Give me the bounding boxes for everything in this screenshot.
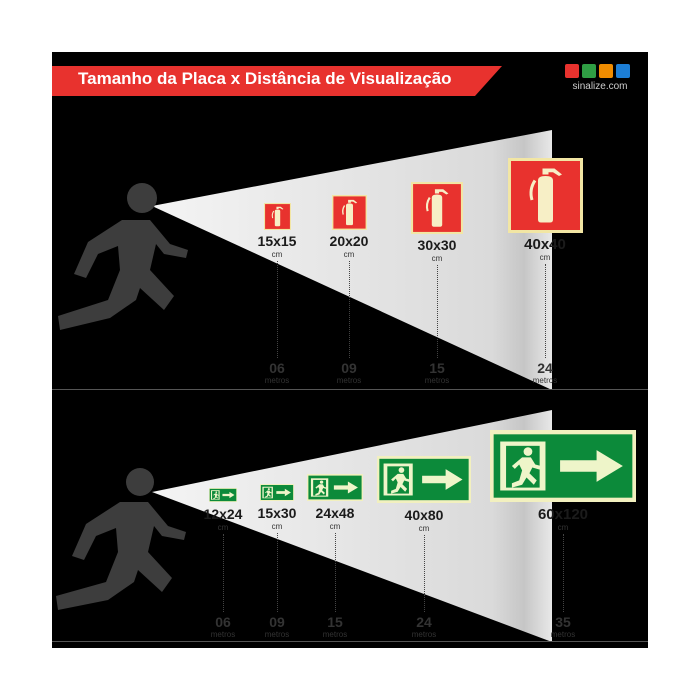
sign-size-unit: cm	[271, 250, 283, 259]
baseline	[52, 389, 648, 390]
exit-panel	[52, 402, 648, 642]
distance-unit: metros	[550, 630, 576, 639]
distance-unit: metros	[411, 630, 437, 639]
fire-icon	[565, 64, 579, 78]
sign-size-unit: cm	[557, 523, 569, 532]
distance-guide-line	[563, 534, 564, 612]
fire-panel	[52, 120, 648, 390]
distance-guide-line	[545, 264, 546, 358]
distance-unit: metros	[322, 630, 348, 639]
sign-size-label: 60x120	[537, 506, 589, 523]
sign-size-unit: cm	[329, 522, 341, 531]
distance-guide-line	[424, 535, 425, 612]
exit-icon	[582, 64, 596, 78]
warning-icon	[599, 64, 613, 78]
distance-label: 09	[341, 360, 357, 376]
sign-size-label: 40x80	[404, 507, 444, 523]
sign-size-label: 24x48	[315, 505, 355, 521]
sign-size-label: 12x24	[203, 506, 243, 522]
sign-size-unit: cm	[217, 523, 229, 532]
brand-logo	[557, 64, 643, 98]
distance-guide-line	[437, 265, 438, 358]
distance-label: 24	[416, 614, 432, 630]
distance-guide-line	[349, 261, 350, 358]
distance-guide-line	[277, 533, 278, 612]
distance-label: 09	[269, 614, 285, 630]
distance-label: 15	[327, 614, 343, 630]
baseline	[52, 641, 648, 642]
distance-unit: metros	[424, 376, 450, 385]
distance-guide-line	[335, 533, 336, 612]
distance-unit: metros	[264, 630, 290, 639]
distance-unit: metros	[336, 376, 362, 385]
distance-unit: metros	[264, 376, 290, 385]
sign-size-label: 15x15	[257, 233, 297, 249]
distance-label: 06	[215, 614, 231, 630]
distance-unit: metros	[532, 376, 558, 385]
sign-size-unit: cm	[271, 522, 283, 531]
sign-size-label: 30x30	[417, 237, 457, 253]
mandatory-icon	[616, 64, 630, 78]
sign-size-label: 40x40	[524, 236, 566, 253]
sign-size-unit: cm	[418, 524, 430, 533]
sign-size-label: 20x20	[329, 233, 369, 249]
distance-label: 24	[537, 360, 553, 376]
logo-text: sinalize.com	[572, 81, 628, 92]
distance-guide-line	[277, 261, 278, 358]
sign-size-label: 15x30	[257, 505, 297, 521]
infographic-frame	[52, 52, 648, 648]
distance-label: 06	[269, 360, 285, 376]
sign-size-unit: cm	[431, 254, 443, 263]
sign-size-unit: cm	[539, 253, 551, 262]
distance-guide-line	[223, 534, 224, 612]
distance-label: 35	[555, 614, 571, 630]
distance-label: 15	[429, 360, 445, 376]
distance-unit: metros	[210, 630, 236, 639]
sign-size-unit: cm	[343, 250, 355, 259]
page-title: Tamanho da Placa x Distância de Visualização	[78, 69, 452, 88]
